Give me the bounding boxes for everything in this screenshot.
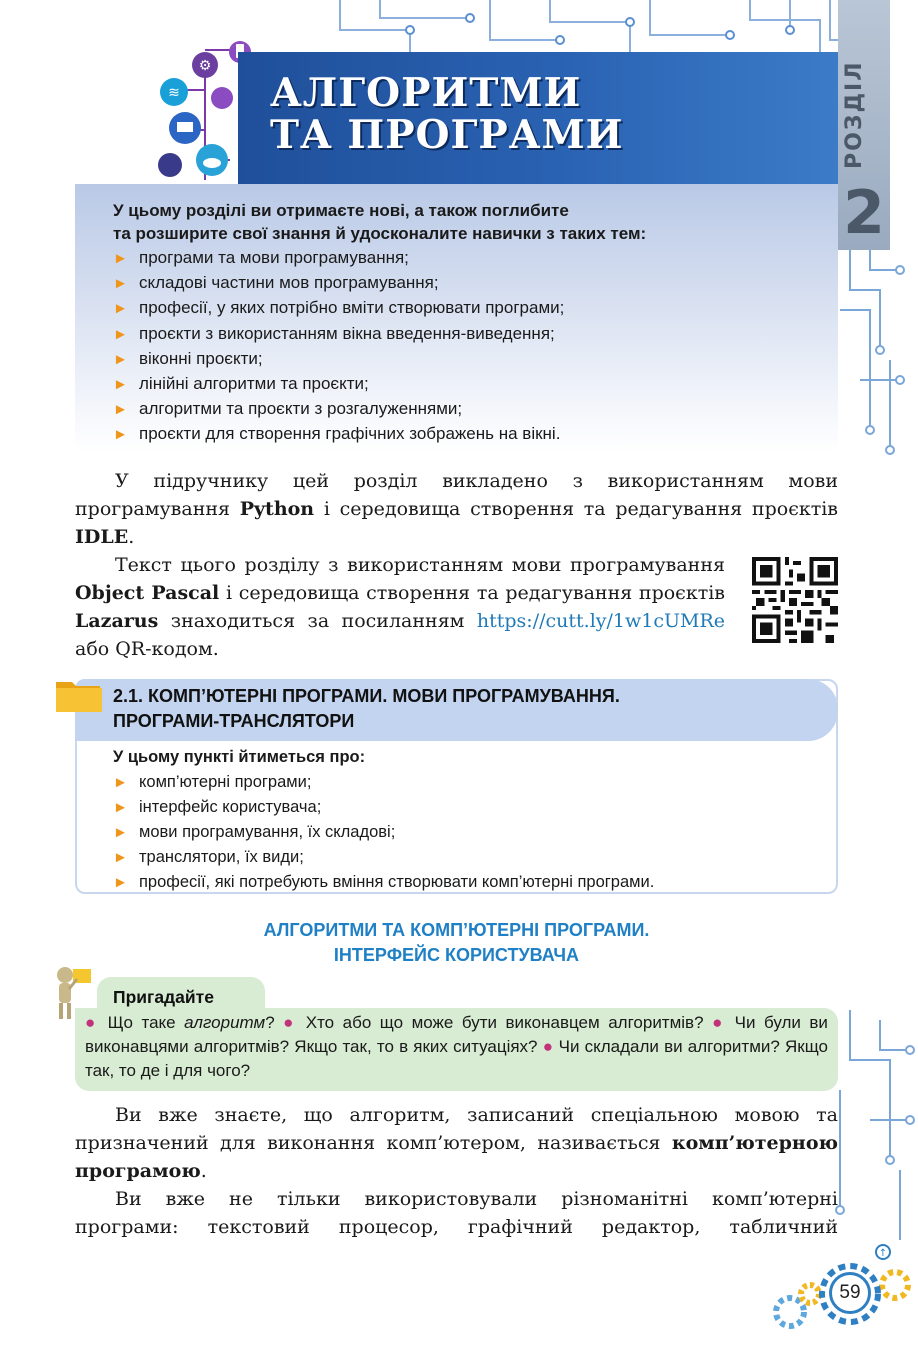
list-item: ► комп’ютерні програми; xyxy=(113,770,813,795)
paragraph-pascal: Текст цього розділу з використанням мови програмування Object Pascal і середовища створення та редагування проєктів Lazarus знаходиться за посиланням https://cutt.ly/1w1cUMRe або QR-кодом. xyxy=(75,554,725,660)
paragraph-programs-used: Ви вже не тільки використовували різноманітні комп’ютерні програми: текстовий процесор, графічний редактор, табличний xyxy=(75,1188,838,1238)
arrow-bullet-icon: ► xyxy=(113,275,128,293)
subsection-title: АЛГОРИТМИ ТА КОМП’ЮТЕРНІ ПРОГРАМИ. ІНТЕРФЕЙС КОРИСТУВАЧА xyxy=(263,920,650,965)
list-item: ► транслятори, їх види; xyxy=(113,845,813,870)
svg-text:↑: ↑ xyxy=(878,1248,888,1259)
list-item: ► проєкти з використанням вікна введення-виведення; xyxy=(113,322,813,347)
arrow-bullet-icon: ► xyxy=(113,799,128,816)
list-item: ► лінійні алгоритми та проєкти; xyxy=(113,372,813,397)
arrow-bullet-icon: ► xyxy=(113,376,128,394)
folder-icon xyxy=(54,676,104,714)
bullet-dot-icon: ● xyxy=(712,1013,727,1032)
page-number: 59 xyxy=(829,1272,871,1314)
intro-heading: У цьому розділі ви отримаєте нові, а також поглибите та розширите свої знання й удосконалите навички з таких тем: xyxy=(113,201,647,243)
arrow-bullet-icon: ► xyxy=(113,350,128,368)
arrow-bullet-icon: ► xyxy=(113,325,128,343)
qr-code[interactable] xyxy=(752,557,838,643)
bullet-dot-icon: ● xyxy=(283,1013,298,1032)
bullet-dot-icon: ● xyxy=(542,1037,554,1056)
list-item: ► віконні проєкти; xyxy=(113,347,813,372)
paragraph-python: У підручнику цей розділ викладено з використанням мови програмування Python і середовища створення та редагування проєктів IDLE. xyxy=(75,470,839,548)
lazarus-link[interactable]: https://cutt.ly/1w1cUMRe xyxy=(476,610,725,632)
list-item: ► професії, у яких потрібно вміти створювати програми; xyxy=(113,296,813,321)
arrow-bullet-icon: ► xyxy=(113,774,128,791)
svg-text:⚙: ⚙ xyxy=(198,58,212,74)
bullet-dot-icon: ● xyxy=(85,1013,100,1032)
list-item: ► програми та мови програмування; xyxy=(113,246,813,271)
section-title: 2.1. КОМП’ЮТЕРНІ ПРОГРАМИ. МОВИ ПРОГРАМУВАННЯ. ПРОГРАМИ-ТРАНСЛЯТОРИ xyxy=(113,686,620,731)
circuit-pattern-right xyxy=(830,230,918,470)
arrow-bullet-icon: ► xyxy=(113,874,128,891)
arrow-bullet-icon: ► xyxy=(113,824,128,841)
list-item: ► професії, які потребують вміння створювати комп’ютерні програми. xyxy=(113,870,813,895)
list-item: ► мови програмування, їх складові; xyxy=(113,820,813,845)
recall-questions: ● Що таке алгоритм? ● Хто або що може бути виконавцем алгоритмів? ● Чи були ви виконавцями алгоритмів? Якщо так, то в яких ситуаціях? ● Чи складали ви алгоритми? Якщо так, то де і для чого? xyxy=(85,1013,828,1080)
recall-label: Пригадайте xyxy=(113,987,214,1007)
arrow-bullet-icon: ► xyxy=(113,426,128,444)
chapter-number: 2 xyxy=(843,178,885,248)
arrow-bullet-icon: ► xyxy=(113,401,128,419)
intro-topics-list xyxy=(113,246,813,448)
arrow-bullet-icon: ► xyxy=(113,250,128,267)
list-item: ► складові частини мов програмування; xyxy=(113,271,813,296)
arrow-bullet-icon: ► xyxy=(113,300,128,318)
section-subheading: У цьому пункті йтиметься про: xyxy=(113,748,366,766)
chapter-tab-label: РОЗДІЛ xyxy=(842,60,867,170)
svg-text:≋: ≋ xyxy=(168,85,180,101)
chapter-title: АЛГОРИТМИ ТА ПРОГРАМИ xyxy=(270,70,624,158)
list-item: ► інтерфейс користувача; xyxy=(113,795,813,820)
section-topics-list xyxy=(113,770,813,895)
paragraph-program-definition: Ви вже знаєте, що алгоритм, записаний спеціальною мовою та призначений для виконання комп’ютером, називається комп’ютерною програмою. xyxy=(75,1104,838,1182)
list-item: ► проєкти для створення графічних зображень на вікні. xyxy=(113,422,813,447)
list-item: ► алгоритми та проєкти з розгалуженнями; xyxy=(113,397,813,422)
arrow-bullet-icon: ► xyxy=(113,849,128,866)
